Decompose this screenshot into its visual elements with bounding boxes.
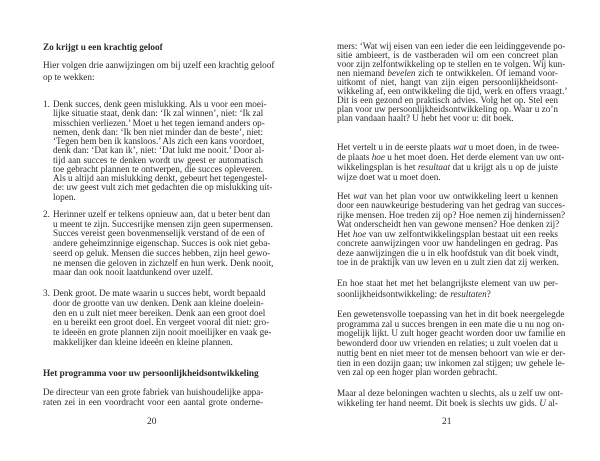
text-line: Denk succes, denk geen mislukking. Als u voor een moei- (53, 99, 267, 109)
text-line: Dit is een gezond en praktisch advies. Volg het op. Stel een (337, 95, 558, 105)
text-segment: dat u krijgt als u op de juiste (450, 162, 558, 172)
paragraph (43, 387, 263, 407)
text-line: plan voor uw persoonlijkheidsontwikkeling op. Waar u zo’n (337, 104, 558, 114)
text-line (337, 162, 558, 172)
text-line: Succes vereist geen bovenmenselijk verstand of de een of (53, 228, 265, 239)
italic-text: U (539, 398, 546, 408)
text-line: Zo krijgt u een krachtig geloof (43, 42, 163, 52)
text-segment: soonlijkheidsontwikkeling: de (337, 289, 451, 299)
text-line: Hier volgen drie aanwijzingen om bij uzelf een krachtig geloof (43, 60, 275, 70)
right-page (300, 0, 600, 461)
list-number: 2. (43, 209, 50, 219)
text-segment: Het (337, 191, 354, 201)
text-line: plan vandaan haalt? U hebt het voor u: dit boek. (337, 113, 514, 123)
italic-text: hoe (371, 152, 385, 162)
text-segment: wikkelingsplan is het (337, 162, 418, 172)
text-segment: van uw zelfontwikkelingsplan bestaat uit een reeks (366, 228, 558, 239)
text-line: wikkeling af, een ontwikkeling die tijd, werk en offers vraagt.’ (337, 86, 568, 96)
text-segment: wikkeling ter hand neemt. Dit boek is slechts uw gids. (337, 398, 540, 408)
text-line: voor zijn zelfontwikkeling op te stellen en te volgen. Wij kun- (337, 59, 566, 69)
text-line: ven zal op een hoger plan worden gebracht. (337, 367, 498, 378)
text-segment: nen niemand (337, 68, 388, 78)
text-line: concrete aanwijzingen voor uw handelingen en gedrag. Pas (337, 238, 558, 249)
text-segment: zich te ontwikkelen. Of iemand voor- (415, 68, 558, 78)
text-line: misschien verliezen.’ Moet u het tegen iemand anders op- (53, 117, 265, 128)
text-line: Een gewetensvolle toepassing van het in dit boek neergelegde (337, 309, 565, 319)
text-line: Herinner uzelf er telkens opnieuw aan, dat u beter bent dan (53, 209, 271, 219)
text-line: de: uw geest vult zich met gedachten die op mislukking uit- (53, 182, 273, 193)
text-line: mers: ‘Wat wij eisen van een ieder die een leidinggevende po- (337, 41, 566, 51)
text-line: toe in de praktijk van uw leven en u zult zien dat zij werken. (337, 257, 559, 268)
list-item (43, 99, 273, 202)
text-line: En hoe staat het met het belangrijkste element van uw per- (337, 278, 558, 288)
text-line: Het programma voor uw persoonlijkheidsontwikkeling (43, 368, 259, 378)
text-line: wijze doet wat u moet doen. (337, 172, 441, 182)
text-line: mogelijk lijkt. U zult hoger geacht worden door uw familie en (337, 328, 566, 339)
paragraph (337, 142, 565, 182)
section-heading (43, 368, 263, 378)
page-number: 21 (442, 417, 452, 427)
text-line: deze aanwijzingen die u in elk hoofdstuk van dit boek vindt, (337, 247, 559, 258)
text-line: uitkomt of niet, hangt van zijn eigen persoonlijkheidsont- (337, 77, 558, 87)
text-line (337, 289, 558, 300)
text-line: op te wekken: (43, 71, 95, 82)
text-line: tien in een dozijn gaan; uw inkomen zal stijgen; uw gehele le- (337, 357, 565, 368)
text-line (337, 398, 558, 408)
section-heading (43, 42, 263, 52)
paragraph (337, 309, 566, 378)
text-line: lijke situatie staat, denk dan: ‘Ik zal winnen’, niet: ‘Ik zal (53, 108, 264, 119)
page-number: 20 (147, 417, 157, 427)
text-line: raten zei in een voordracht voor een aantal grote onderne- (43, 397, 263, 407)
text-line: andere geheimzinnige eigenschap. Succes is ook niet geba- (53, 238, 271, 249)
text-line: den en u zult niet meer bereiken. Denk aan een groot doel (53, 307, 266, 318)
text-line: Als u altijd aan mislukking denkt, gebeurt het tegengestel- (53, 173, 268, 183)
text-line: denk dan: ‘Dat kan ik’, niet: ‘Dat lukt me nooit.’ Door al- (53, 145, 265, 156)
paragraph (43, 60, 275, 83)
text-line: programma zal u succes brengen in een mate die u nu nog on- (337, 318, 565, 329)
text-line (337, 142, 558, 152)
italic-text: resultaat (417, 162, 451, 172)
text-line: bewonderd door uw vrienden en relaties; u zult voelen dat u (337, 338, 558, 349)
text-line: door een nauwkeurige bestudering van het gedrag van succes- (337, 200, 566, 211)
text-line: maar dan ook nooit laatdunkend over uzelf. (53, 267, 213, 278)
italic-text: wat (353, 191, 367, 201)
text-line (337, 152, 565, 162)
text-line: Denk groot. De mate waarin u succes hebt, wordt bepaald (53, 288, 266, 298)
paragraph (337, 191, 566, 268)
paragraph (337, 278, 558, 300)
text-line: nemen, denk dan: ‘Ik ben niet minder dan de beste’, niet: (53, 126, 263, 137)
text-segment: ? (486, 289, 491, 299)
text-line: Maar al deze beloningen wachten u slechts, als u zelf uw ont- (337, 388, 564, 398)
text-line: seerd op geluk. Mensen die succes hebben, zijn heel gewo- (53, 247, 271, 258)
text-line: door de grootte van uw denken. Denk aan kleine doelein- (53, 297, 264, 308)
text-line: u meent te zijn. Succesrijke mensen zijn geen supermensen. (53, 218, 273, 229)
text-segment: u moet doen, in de twee- (466, 142, 560, 152)
text-line: te ideeën en grote plannen zijn nooit moeilijker en vaak ge- (53, 327, 272, 338)
text-segment: de plaats (337, 152, 372, 162)
italic-text: bevelen (387, 68, 416, 78)
list-number: 3. (43, 288, 50, 298)
italic-text: hoe (352, 228, 367, 239)
text-line: ne mensen die geloven in zichzelf en hun werk. Denk nooit, (53, 257, 274, 268)
text-line: en u bereikt een groot doel. En vergeet vooral dit niet: gro- (53, 317, 270, 328)
text-segment: u het moet doen. Het derde element van uw ont- (384, 152, 565, 162)
list-item (43, 288, 272, 348)
text-line: De directeur van een grote fabriek van huishoudelijke appa- (43, 387, 264, 397)
text-segment: van het plan voor uw ontwikkeling leert u kennen (366, 191, 558, 201)
text-segment: Het vertelt u in de eerste plaats (337, 142, 454, 152)
text-line: lopen. (53, 191, 76, 202)
text-line: tijd aan succes te denken wordt uw geest er automatisch (53, 154, 263, 165)
italic-text: resultaten (450, 289, 487, 299)
text-segment: al- (545, 398, 558, 408)
text-line: makkelijker dan kleine ideeën en kleine plannen. (53, 336, 233, 347)
text-segment: Het (337, 228, 353, 239)
text-line: Wat onderscheidt hen van gewone mensen? Hoe denken zij? (337, 219, 560, 230)
list-number: 1. (43, 99, 50, 109)
text-line: ‘Tegen hem ben ik kansloos.’ Als zich een kans voordoet, (53, 136, 265, 146)
text-line: rijke mensen. Hoe treden zij op? Hoe nemen zij hindernissen? (337, 209, 566, 220)
text-line: toe gebracht plannen te ontwerpen, die succes opleveren. (53, 163, 263, 174)
text-line: nuttig bent en niet meer tot de mensen behoort van wie er der- (337, 347, 566, 358)
text-line: sitie ambieert, is de vastberaden wil om een concreet plan (337, 50, 558, 60)
paragraph (337, 41, 568, 123)
paragraph (337, 388, 564, 408)
italic-text: wat (453, 142, 467, 152)
list-item (43, 209, 274, 278)
